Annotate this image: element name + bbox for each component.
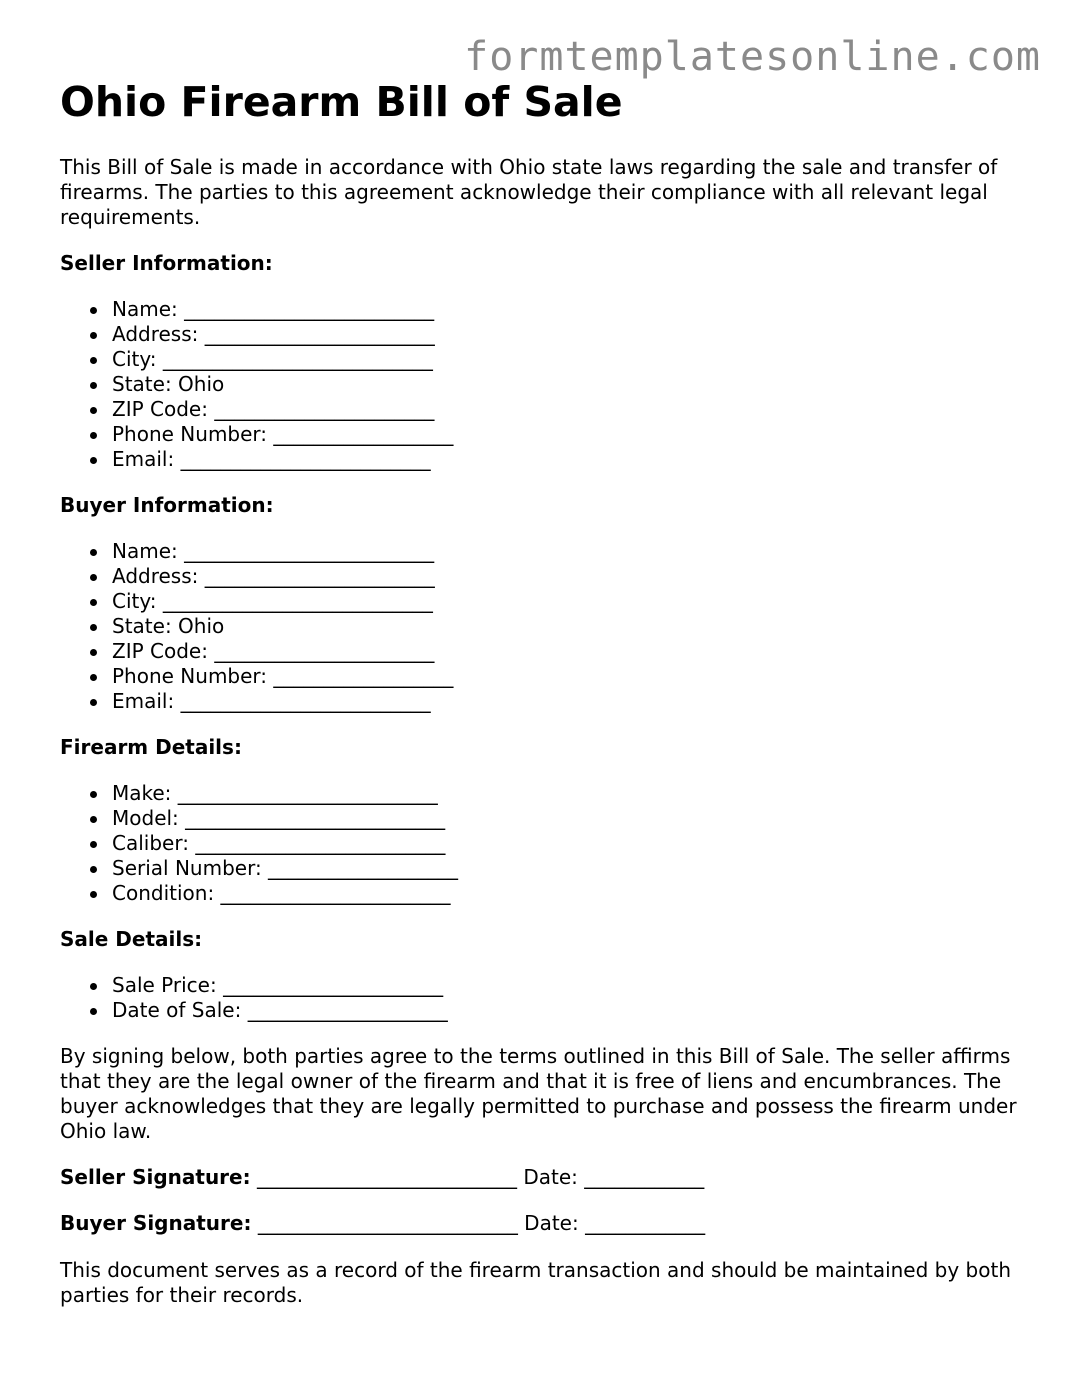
seller-phone-field: Phone Number: __________________ — [112, 422, 454, 446]
sale-fields — [60, 973, 448, 1023]
seller-heading: Seller Information: — [60, 251, 273, 275]
sale-price-field: Sale Price: ______________________ — [112, 973, 448, 998]
seller-date-blank: ____________ — [584, 1165, 705, 1189]
buyer-address-field: Address: _______________________ — [112, 564, 453, 589]
closing-paragraph: This document serves as a record of the firearm transaction and should be maintained by both parties for their records. — [60, 1258, 1012, 1307]
buyer-heading: Buyer Information: — [60, 493, 274, 517]
firearm-make-field: Make: __________________________ — [112, 781, 458, 806]
buyer-signature-blank: __________________________ — [257, 1211, 518, 1235]
seller-signature-label: Seller Signature: — [60, 1165, 251, 1189]
buyer-email-field: Email: _________________________ — [112, 689, 453, 714]
buyer-state-field: State: Ohio — [112, 614, 453, 639]
buyer-signature-line — [60, 1211, 705, 1236]
firearm-serial-field: Serial Number: ___________________ — [112, 856, 459, 880]
firearm-model-field: Model: __________________________ — [112, 806, 458, 831]
seller-city-field: City: ___________________________ — [112, 347, 453, 372]
seller-fields — [60, 297, 453, 472]
seller-name-field: Name: _________________________ — [112, 297, 453, 322]
seller-date-label: Date: — [523, 1165, 578, 1189]
seller-signature-blank: __________________________ — [256, 1165, 517, 1189]
buyer-name-field: Name: _________________________ — [112, 539, 453, 564]
firearm-caliber-field: Caliber: _________________________ — [112, 831, 458, 856]
document-title: Ohio Firearm Bill of Sale — [60, 78, 623, 126]
seller-zip-field: ZIP Code: ______________________ — [112, 397, 453, 422]
firearm-fields — [60, 781, 458, 906]
agreement-paragraph: By signing below, both parties agree to the terms outlined in this Bill of Sale. The seller affirms that they are the legal owner of the firearm and that it is free of liens and encumbrances. The buyer acknowledges that they are legally permitted to purchase and possess the firearm under Ohio law. — [60, 1044, 1017, 1143]
buyer-date-blank: ____________ — [585, 1211, 706, 1235]
buyer-date-label: Date: — [524, 1211, 579, 1235]
firearm-condition-field: Condition: _______________________ — [112, 881, 458, 906]
intro-paragraph: This Bill of Sale is made in accordance with Ohio state laws regarding the sale and transfer of firearms. The parties to this agreement acknowledge their compliance with all relevant legal requirements. — [60, 155, 998, 229]
seller-email-field: Email: _________________________ — [112, 447, 453, 472]
buyer-zip-field: ZIP Code: ______________________ — [112, 639, 453, 664]
buyer-fields — [60, 539, 453, 714]
buyer-phone-field: Phone Number: __________________ — [112, 664, 454, 688]
sale-date-field: Date of Sale: ____________________ — [112, 998, 448, 1022]
sale-heading: Sale Details: — [60, 927, 203, 951]
firearm-heading: Firearm Details: — [60, 735, 242, 759]
watermark: formtemplatesonline.com — [464, 34, 1041, 80]
buyer-signature-label: Buyer Signature: — [60, 1211, 252, 1235]
seller-address-field: Address: _______________________ — [112, 322, 453, 347]
seller-state-field: State: Ohio — [112, 372, 453, 397]
seller-signature-line — [60, 1165, 704, 1190]
buyer-city-field: City: ___________________________ — [112, 589, 453, 614]
